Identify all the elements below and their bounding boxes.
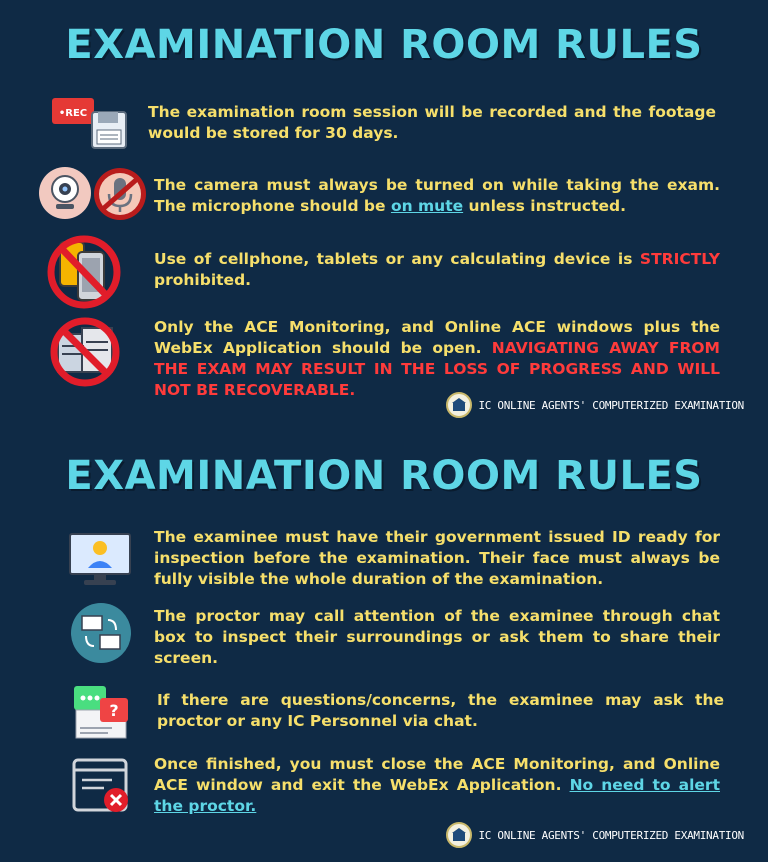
screen-share-icon: [70, 602, 132, 664]
record-icon: [52, 98, 132, 150]
section2-footer: [446, 822, 744, 848]
rule-proctor-chat: The proctor may call attention of the examinee through chat box to inspect their surroundings or ask them to share their screen.: [154, 607, 720, 667]
seal-icon: [446, 822, 472, 848]
webcam-icon: [38, 166, 92, 220]
rule-windows: Only the ACE Monitoring, and Online ACE windows plus the WebEx Application should be open. NAVIGATING AWAY FROM THE EXAM MAY RESULT IN THE LOSS OF PROGRESS AND WILL NOT BE RECOVERABLE.: [154, 318, 720, 399]
rule-recording: The examination room session will be recorded and the footage would be stored for 30 days.: [148, 103, 716, 142]
footer-text: IC ONLINE AGENTS' COMPUTERIZED EXAMINATION: [478, 398, 744, 412]
footer-text: IC ONLINE AGENTS' COMPUTERIZED EXAMINATION: [478, 828, 744, 842]
no-windows-icon: [48, 316, 122, 388]
no-phone-icon: [44, 234, 124, 310]
section1-title: EXAMINATION ROOM RULES: [65, 22, 703, 68]
rule-devices: Use of cellphone, tablets or any calculating device is STRICTLY prohibited.: [154, 250, 720, 289]
id-monitor-icon: [68, 532, 132, 588]
no-microphone-icon: [92, 166, 148, 222]
rule-finish: Once finished, you must close the ACE Monitoring, and Online ACE window and exit the WebEx Application. No need to alert the proctor.: [154, 755, 720, 815]
rule-camera-mic: The camera must always be turned on while taking the exam. The microphone should be on mute unless instructed.: [154, 176, 720, 215]
rec-label: •REC: [58, 108, 88, 119]
question-chat-icon: [72, 684, 132, 742]
on-mute-link[interactable]: on mute: [390, 197, 464, 215]
close-window-icon: [72, 758, 132, 814]
section2-title: EXAMINATION ROOM RULES: [65, 453, 703, 499]
section1-footer: [446, 392, 744, 418]
rule-id: The examinee must have their government issued ID ready for inspection before the examination. Their face must always be fully visible the whole duration of the examination.: [154, 528, 720, 588]
rule-questions: If there are questions/concerns, the examinee may ask the proctor or any IC Personnel via chat.: [157, 691, 724, 730]
no-need-alert-link[interactable]: No need to alert the proctor.: [154, 776, 720, 815]
seal-icon: [446, 392, 472, 418]
svg-text:?: ?: [109, 701, 119, 720]
